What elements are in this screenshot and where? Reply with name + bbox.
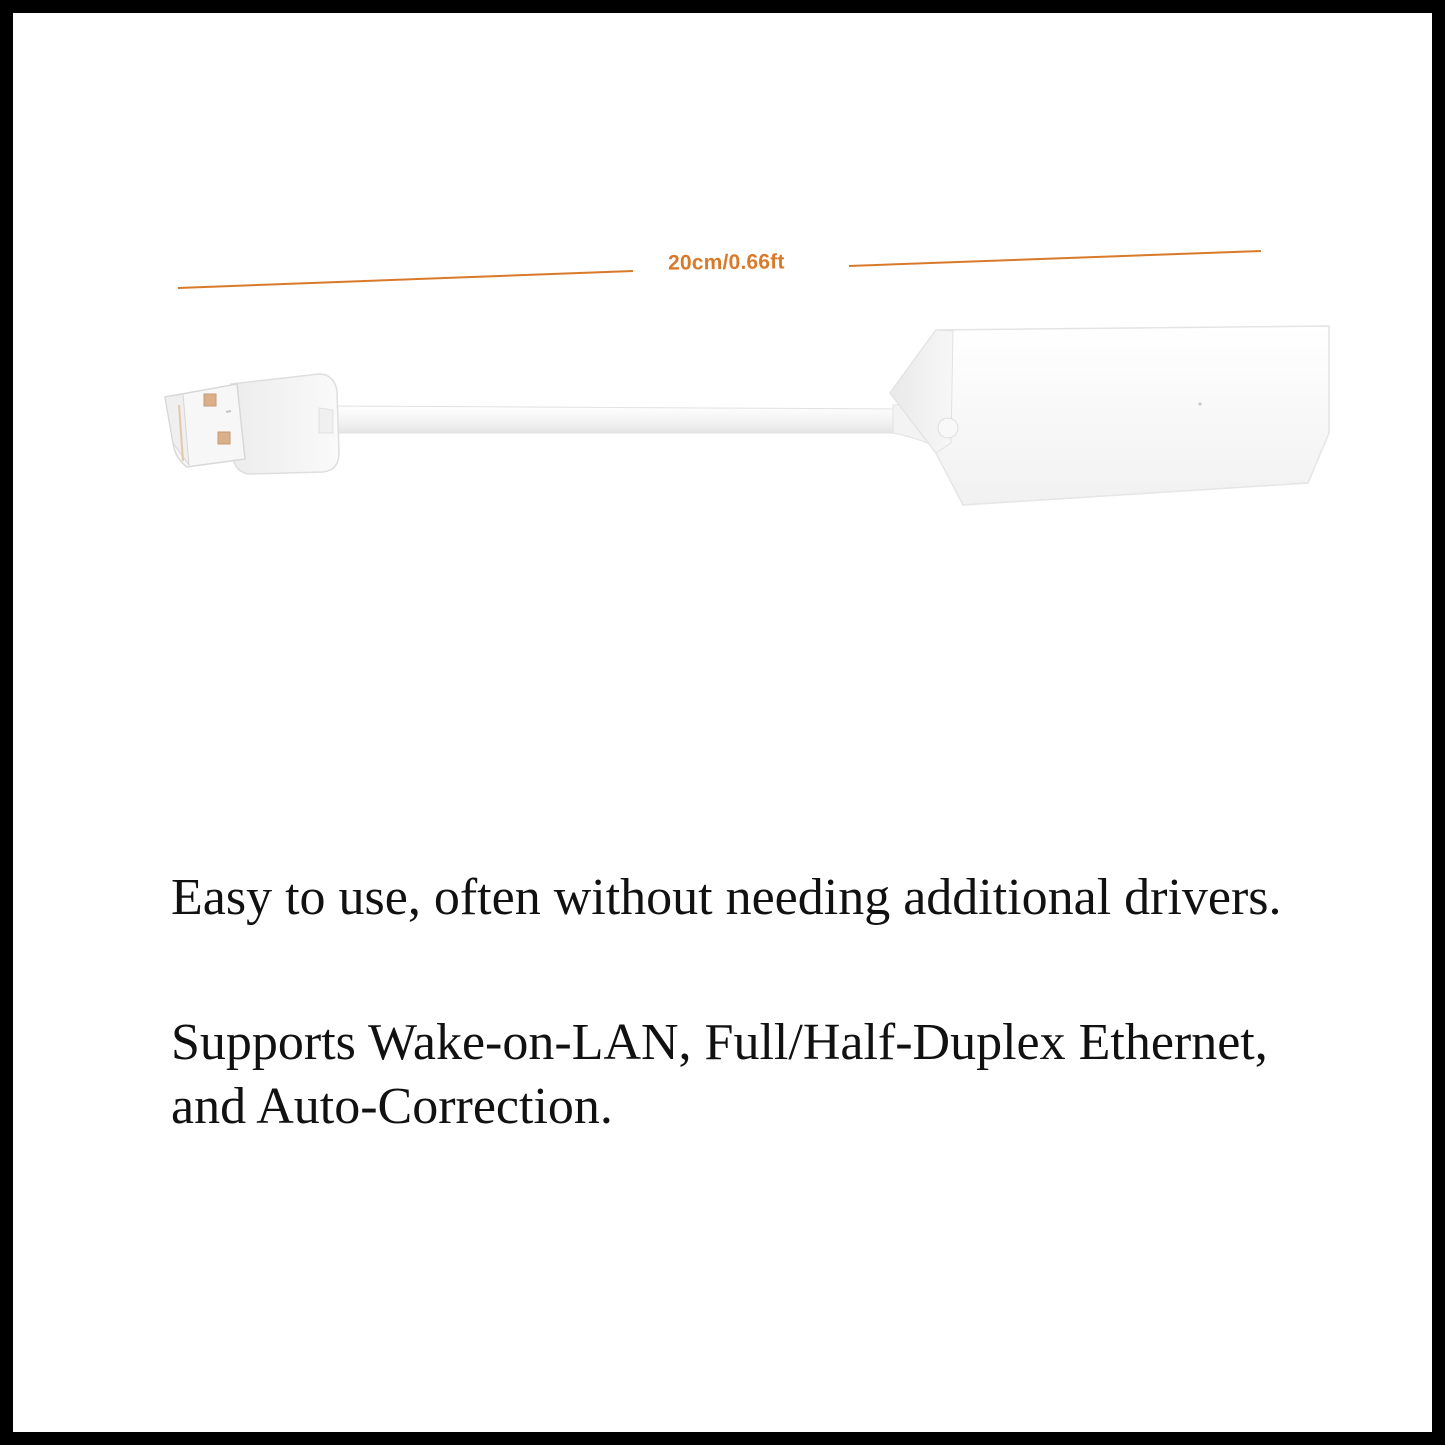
product-illustration	[13, 13, 1432, 633]
usb-plug	[165, 374, 339, 474]
product-frame	[13, 13, 1432, 1432]
feature-text: Supports Wake-on-LAN, Full/Half-Duplex Ethernet, and Auto-Correction.	[171, 1014, 1268, 1135]
dimension-line-right	[849, 251, 1261, 266]
feature-text: Easy to use, often without needing additional drivers.	[171, 869, 1282, 926]
dimension-label: 20cm/0.66ft	[667, 250, 785, 275]
ethernet-adapter-body	[890, 326, 1329, 505]
dimension-line-left	[178, 271, 633, 288]
usb-cable	[331, 405, 948, 445]
